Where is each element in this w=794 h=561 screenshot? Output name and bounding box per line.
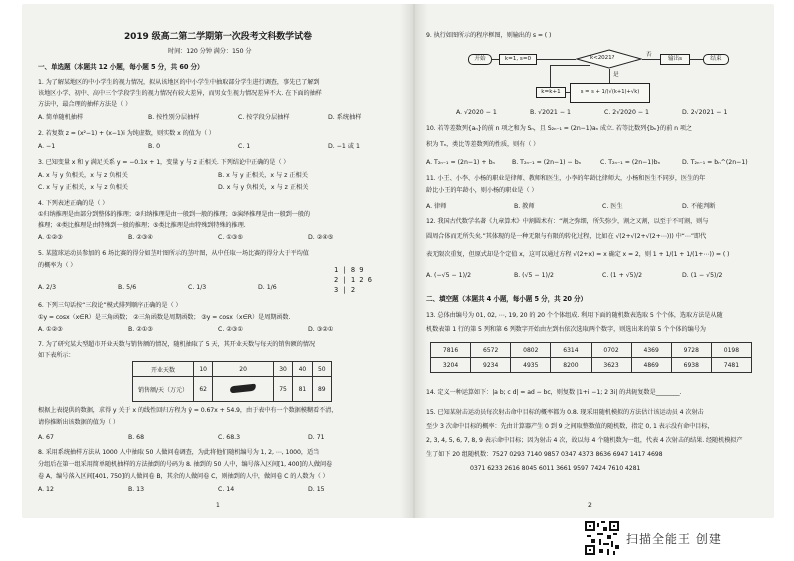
q2-option-c: C. 1 [238, 143, 251, 150]
q8-option-c: C. 14 [218, 486, 235, 493]
table-cell-blurred [213, 377, 274, 402]
q10-option-d: D. T₂ₙ₋₁ = bₙ^(2n−1) [682, 159, 748, 166]
q10-line-1: 10. 若等差数列{aₙ}的前 n 项之和为 Sₙ，且 S₂ₙ₋₁ = (2n−1)aₙ 成立. 若等比数列{bₙ}的前 n 项之 [426, 125, 692, 132]
q12-line-2: 圆周合体而无所失矣.”其体现的是一种无限与有限的转化过程，比如在 √(2+√(2+√(2+⋯))) 中“⋯”即代 [426, 233, 707, 240]
q5-option-a: A. 2/3 [38, 284, 57, 291]
q2-stem: 2. 若复数 z = (x²−1) + (x−1)i 为纯虚数，则实数 x 的值为（ ） [38, 130, 215, 137]
flow-output: 输出s [660, 54, 690, 65]
q5-line-1: 5. 某篮球运动员参加的 6 场比赛的得分如茎叶图所示的茎叶图，从中任取一场比赛的得分大于平均值 [38, 250, 309, 257]
table-head-label: 开业天数 [133, 362, 194, 377]
q4-option-b: B. ②③④ [128, 234, 153, 241]
flow-arrow [550, 65, 551, 87]
q11-option-d: D. 不能判断 [682, 203, 716, 210]
q6-option-b: B. ②①③ [128, 326, 153, 333]
q10-option-c: C. T₂ₙ₋₁ = (2n−1)bₙ [600, 159, 661, 166]
flow-arrow [642, 59, 660, 60]
q3-stem: 3. 已知变量 x 和 y 满足关系 y = −0.1x + 1，变量 y 与 z 正相关. 下列结论中正确的是（ ） [38, 159, 290, 166]
q7-option-d: D. 71 [308, 434, 325, 441]
q8-line-1: 8. 采用系统抽样方法从 1000 人中抽取 50 人做问卷调查，为此将他们随机编号为 1, 2, ⋯, 1000，适当 [38, 449, 320, 456]
stem-leaf-row-2: 2 | 1 2 6 [334, 276, 372, 284]
q2-option-b: B. 0 [148, 143, 161, 150]
rand-cell: 9234 [471, 358, 511, 373]
q11-option-a: A. 律师 [426, 203, 447, 210]
q4-option-a: A. ①②③ [38, 234, 63, 241]
q15-line-1: 15. 已知某射击运动员每次射击命中目标的概率都为 0.8. 现采用随机模拟的方法估计该运动员 4 次射击 [426, 409, 704, 416]
q10-line-2: 积为 Tₙ，类比等差数列的性质，则有（ ） [426, 141, 540, 148]
q13-line-2: 机数表第 1 行的第 5 列和第 6 列数字开始由左到右依次选取两个数字，则选出来的第 5 个个体的编号为 [426, 326, 706, 333]
q3-option-a: A. x 与 y 负相关，x 与 z 负相关 [38, 172, 128, 179]
rand-cell: 8200 [551, 358, 591, 373]
section-1-heading: 一、单选题（本题共 12 小题，每小题 5 分，共 60 分） [38, 63, 204, 71]
stem-leaf-row-1: 1 | 8 9 [334, 266, 364, 274]
table-row-label: 销售额/天（万元） [133, 377, 194, 402]
q12-option-b: B. (√5 − 1)/2 [514, 272, 554, 279]
right-page [420, 4, 770, 518]
flow-start: 开始 [468, 54, 492, 65]
flow-arrow [609, 69, 610, 83]
rand-cell: 7816 [431, 343, 471, 358]
q6-option-a: A. ①②③ [38, 326, 63, 333]
rand-cell: 6314 [551, 343, 591, 358]
q14-stem: 14. 定义一种运算如下：|a b; c d| = ad − bc，则复数 |1+i −1; 2 3i| 的共轭复数是________. [426, 389, 682, 396]
flow-update: s = s + 1/(√(k+1)+√k) [570, 83, 650, 103]
q10-option-a: A. T₂ₙ₋₁ = (2n−1) + bₙ [426, 159, 495, 166]
q4-line-1: ①归纳推理是由部分到整体的推理；②归纳推理是由一般到一般的推理；③演绎推理是由一般到一般的 [38, 211, 311, 218]
q1-line-1: 1. 为了解某地区的中小学生的视力情况，拟从该地区的中小学生中抽取部分学生进行调查，事先已了解到 [38, 79, 320, 86]
q6-stem: 6. 下列三句话按“三段论”模式排列顺序正确的是（ ） [38, 302, 182, 309]
scanner-brand-label: 扫描全能王 创建 [626, 532, 722, 546]
q12-line-3: 表无限次重复，但原式却是个定值 x，这可以通过方程 √(2+x) = x 确定 x = 2，则 1 + 1/(1 + 1/(1+⋯)) = ( ) [426, 251, 730, 258]
rand-cell: 0702 [591, 343, 631, 358]
qr-code-icon [585, 521, 619, 555]
q8-line-2: 分组后在第一组采用简单随机抽样的方法抽到的号码为 8. 抽到的 50 人中，编号落入区间[1, 400]的人做问卷 [38, 461, 333, 468]
q15-line-5: 0371 6233 2616 8045 6011 3661 9597 7424 7610 4281 [470, 465, 641, 472]
stem-leaf-row-3: 3 | 2 [334, 286, 356, 294]
q3-option-c: C. x 与 y 正相关，x 与 z 负相关 [38, 184, 128, 191]
q15-line-2: 至少 3 次命中目标的概率：先由计算器产生 0 到 9 之间取整数值的随机数，指定 0, 1 表示没有命中目标， [426, 423, 714, 430]
q11-line-1: 11. 小王、小李、小杨的职业是律师、教师和医生，小李的年龄比律师大，小杨和医生不同岁，医生的年 [426, 175, 706, 182]
flow-init: k=1, s=0 [499, 54, 537, 65]
table-col: 50 [312, 362, 331, 377]
q13-line-1: 13. 总体由编号为 01, 02, ⋯, 19, 20 的 20 个个体组成. 利用下面的随机数表选取 5 个个体，选取方法是从随 [426, 312, 723, 319]
flow-increment: k=k+1 [536, 87, 566, 98]
q12-option-a: A. (−√5 − 1)/2 [426, 272, 472, 279]
table-cell: 75 [273, 377, 292, 402]
flow-arrow [536, 59, 576, 60]
flow-arrow [491, 59, 499, 60]
rand-cell: 6572 [471, 343, 511, 358]
q5-line-2: 的概率为（ ） [38, 262, 77, 269]
q8-line-3: 卷 A，编号落入区间[401, 750]的人做问卷 B，其余的人做问卷 C，则抽到的人中，做问卷 C 的人数为（ ） [38, 473, 329, 480]
exam-title: 2019 级高二第二学期第一次段考文科数学试卷 [124, 32, 312, 42]
q10-option-b: B. T₂ₙ₋₁ = (2n−1) − bₙ [512, 159, 582, 166]
q15-line-3: 2, 3, 4, 5, 6, 7, 8, 9 表示命中目标；因为射击 4 次，故以每 4 个随机数为一组，代表 4 次射击的结果. 经随机模拟产 [426, 437, 743, 444]
q12-option-d: D. (1 − √5)/2 [682, 272, 723, 279]
table-col: 30 [273, 362, 292, 377]
q2-option-d: D. −1 或 1 [328, 143, 360, 150]
rand-cell: 6938 [671, 358, 711, 373]
q1-line-3: 方法中，最合理的抽样方法是（ ） [38, 101, 132, 108]
table-cell: 62 [194, 377, 213, 402]
q7-line-1: 7. 为了研究某大型超市开业天数与销售额的情况，随机抽取了 5 天，其开业天数与每天的销售额的情况 [38, 341, 315, 348]
q9-option-d: D. 2√2021 − 1 [682, 109, 728, 116]
q7-option-b: B. 68 [128, 434, 145, 441]
rand-cell: 7481 [711, 358, 751, 373]
rand-cell: 4935 [511, 358, 551, 373]
flow-arrow [689, 59, 703, 60]
rand-cell: 0802 [511, 343, 551, 358]
q2-option-a: A. −1 [38, 143, 56, 150]
q5-option-d: D. 1/6 [258, 284, 277, 291]
q1-option-d: D. 系统抽样 [328, 114, 362, 121]
q11-line-2: 龄比小王的年龄小，则小杨的职业是（ ） [426, 187, 538, 194]
q12-option-c: C. (1 + √5)/2 [602, 272, 643, 279]
flow-end: 结束 [703, 54, 729, 65]
rand-cell: 4869 [631, 358, 671, 373]
q6-option-d: D. ③②① [308, 326, 334, 333]
paper-sheet [22, 4, 774, 518]
q9-stem: 9. 执行如图所示的程序框图，则输出的 s = ( ) [426, 32, 552, 39]
flow-no-label: 否 [646, 52, 652, 58]
q4-line-2: 推理；④类比推理是由特殊到一般的推理；⑤类比推理是由特殊到特殊的推理. [38, 222, 246, 229]
table-cell: 81 [293, 377, 312, 402]
table-col: 20 [213, 362, 274, 377]
rand-cell: 3623 [591, 358, 631, 373]
table-col: 10 [194, 362, 213, 377]
ink-smudge [230, 383, 257, 393]
rand-cell: 0198 [711, 343, 751, 358]
q5-option-b: B. 5/6 [118, 284, 137, 291]
q7-option-c: C. 68.3 [218, 434, 241, 441]
random-number-table [430, 342, 752, 373]
q1-option-a: A. 简单随机抽样 [38, 114, 84, 121]
q7-option-a: A. 67 [38, 434, 54, 441]
table-cell: 89 [312, 377, 331, 402]
left-page [28, 4, 398, 518]
q1-line-2: 该地区小学、初中、高中三个学段学生的视力情况有较大差异，而男女生视力情况差异不大. 在下面的抽样 [38, 90, 322, 97]
page-number-right: 2 [588, 502, 592, 509]
rand-cell: 9728 [671, 343, 711, 358]
rand-cell: 3204 [431, 358, 471, 373]
q4-option-c: C. ①③⑤ [218, 234, 243, 241]
q3-option-d: D. x 与 y 负相关，x 与 z 正相关 [218, 184, 309, 191]
q5-option-c: C. 1/3 [188, 284, 207, 291]
flow-arrow [550, 65, 590, 66]
exam-meta: 时间：120 分钟 满分：150 分 [168, 48, 252, 55]
q12-line-1: 12. 我国古代数学名著《九章算术》中割圆术有：“割之弥细，所失弥少，割之又割，以至于不可割，则与 [426, 218, 709, 225]
q9-option-c: C. 2√2020 − 1 [604, 109, 649, 116]
q15-line-4: 生了如下 20 组随机数：7527 0293 7140 9857 0347 4373 8636 6947 1417 4698 [426, 451, 663, 458]
table-col: 40 [293, 362, 312, 377]
q7-line-4: 请你推断出该数据的值为（ ） [38, 419, 120, 426]
q8-option-d: D. 15 [308, 486, 325, 493]
q3-option-b: B. x 与 y 正相关，x 与 z 正相关 [218, 172, 308, 179]
q6-option-c: C. ②③① [218, 326, 243, 333]
q8-option-b: B. 13 [128, 486, 145, 493]
page-number-left: 1 [216, 502, 220, 509]
q7-line-3: 根据上表提供的数据，求得 y 关于 x 的线性回归方程为 ŷ = 0.67x + 54.9，由于表中有一个数据模糊看不清， [38, 407, 338, 414]
q9-option-a: A. √2020 − 1 [456, 109, 497, 116]
q11-option-b: B. 教师 [514, 203, 535, 210]
q7-line-2: 如下表所示： [38, 352, 75, 359]
q4-option-d: D. ②④⑤ [308, 234, 334, 241]
sales-table [132, 361, 332, 402]
q9-option-b: B. √2021 − 1 [530, 109, 571, 116]
flow-condition: k<2021? [590, 55, 615, 61]
q6-line-1: ①y = cosx（x∈R）是三角函数； ②三角函数是周期函数； ③y = cosx（x∈R）是周期函数. [38, 314, 291, 321]
q8-option-a: A. 12 [38, 486, 54, 493]
section-2-heading: 二、填空题（本题共 4 小题，每小题 5 分，共 20 分） [426, 295, 587, 303]
q1-option-c: C. 按学段分层抽样 [238, 114, 290, 121]
flow-yes-label: 是 [613, 72, 619, 78]
rand-cell: 4369 [631, 343, 671, 358]
q11-option-c: C. 医生 [602, 203, 623, 210]
q1-option-b: B. 按性别分层抽样 [148, 114, 200, 121]
q4-stem: 4. 下列表述正确的是（ ） [38, 200, 109, 207]
